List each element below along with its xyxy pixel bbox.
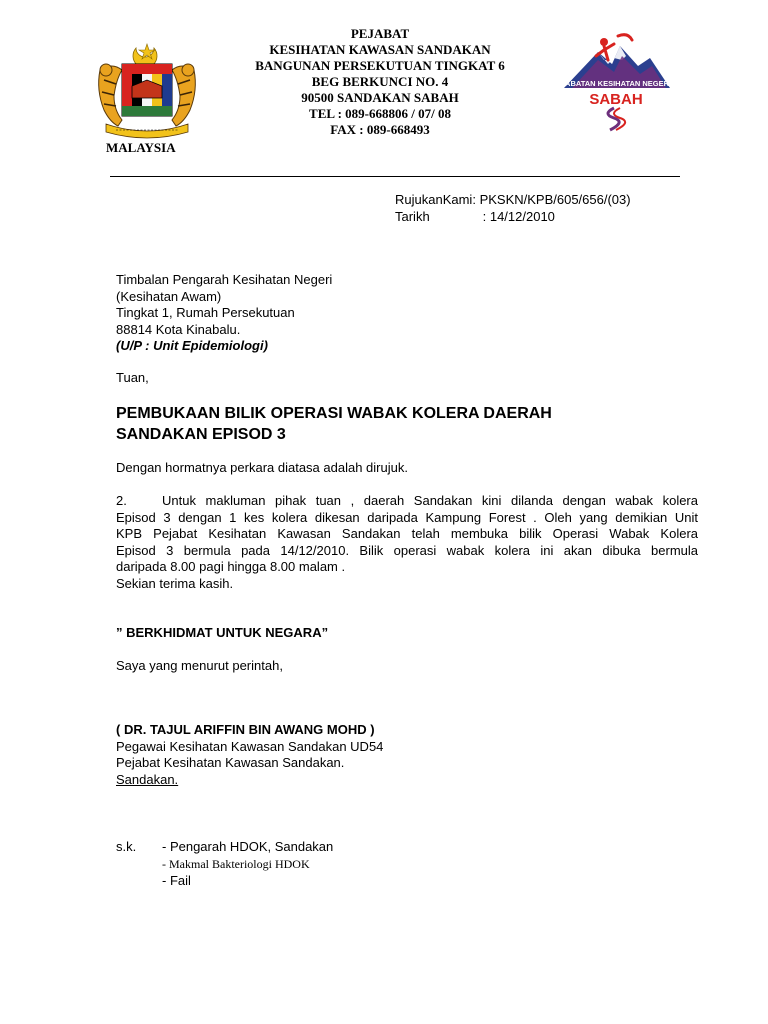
cc-label: s.k. bbox=[116, 839, 137, 854]
subject-line: SANDAKAN EPISOD 3 bbox=[116, 426, 286, 443]
paragraph-2-line: Episod 3 bermula pada 14/12/2010. Bilik operasi wabak kolera ini akan dibuka bermula bbox=[116, 542, 698, 558]
country-label: MALAYSIA bbox=[106, 140, 176, 155]
logo-bottom-text: SABAH bbox=[589, 91, 643, 108]
paragraph-2-line: daripada 8.00 pagi hingga 8.00 malam . bbox=[116, 559, 346, 574]
recipient-line: (Kesihatan Awam) bbox=[116, 288, 222, 304]
letter-subject bbox=[116, 403, 696, 445]
letterhead-line: PEJABAT bbox=[350, 26, 410, 41]
signatory-name: ( DR. TAJUL ARIFFIN BIN AWANG MOHD ) bbox=[116, 722, 375, 737]
paragraph-2-line: KPB Pejabat Kesihatan Kawasan Sandakan telah membuka bilik Operasi Wabak Kolera bbox=[116, 526, 698, 541]
paragraph-1: Dengan hormatnya perkara diatasa adalah dirujuk. bbox=[116, 460, 408, 475]
paragraph-number: 2. bbox=[116, 493, 127, 508]
reference-row bbox=[395, 192, 631, 209]
letterhead-line: KESIHATAN KAWASAN SANDAKAN bbox=[269, 42, 491, 57]
letterhead-line: FAX : 089-668493 bbox=[330, 122, 430, 137]
malaysia-coat-of-arms bbox=[92, 40, 202, 140]
letterhead-divider bbox=[110, 176, 680, 177]
letterhead-line: BANGUNAN PERSEKUTUAN TINGKAT 6 bbox=[255, 58, 505, 73]
signatory-office: Pejabat Kesihatan Kawasan Sandakan. bbox=[116, 755, 345, 770]
reference-value: PKSKN/KPB/605/656/(03) bbox=[479, 192, 631, 207]
cc-item: - Pengarah HDOK, Sandakan bbox=[162, 839, 334, 854]
obedient-line: Saya yang menurut perintah, bbox=[116, 658, 283, 673]
motto: ” BERKHIDMAT UNTUK NEGARA” bbox=[116, 625, 329, 640]
recipient-line: Timbalan Pengarah Kesihatan Negeri bbox=[116, 272, 333, 287]
reference-label: RujukanKami: bbox=[395, 192, 476, 207]
signatory-place: Sandakan. bbox=[116, 771, 179, 787]
date-row bbox=[395, 209, 631, 226]
subject-line: PEMBUKAAN BILIK OPERASI WABAK KOLERA DAERAH bbox=[116, 405, 552, 422]
signatory-title: Pegawai Kesihatan Kawasan Sandakan UD54 bbox=[116, 738, 384, 754]
closing-thanks: Sekian terima kasih. bbox=[116, 576, 234, 591]
reference-block bbox=[395, 192, 631, 225]
cc-item: - Makmal Bakteriologi HDOK bbox=[162, 857, 310, 871]
paragraph-2-text: Untuk makluman pihak tuan , daerah Sandakan kini dilanda dengan wabak kolera bbox=[162, 493, 698, 508]
recipient-line: Tingkat 1, Rumah Persekutuan bbox=[116, 305, 295, 320]
letterhead-address bbox=[190, 26, 570, 138]
signatory-block bbox=[116, 722, 383, 788]
date-label: Tarikh bbox=[395, 208, 430, 224]
paragraph-2-line: Episod 3 dengan 1 kes kolera dikesan daripada Kampung Forest . Oleh yang demikian Unit bbox=[116, 509, 698, 525]
recipient-line: 88814 Kota Kinabalu. bbox=[116, 321, 241, 337]
letterhead-line: 90500 SANDAKAN SABAH bbox=[301, 90, 459, 105]
paragraph-2-line bbox=[116, 493, 698, 510]
logo-top-text: JABATAN KESIHATAN NEGERI bbox=[560, 79, 672, 88]
recipient-attention: (U/P : Unit Epidemiologi) bbox=[116, 338, 268, 353]
date-value: : 14/12/2010 bbox=[482, 208, 555, 224]
jabatan-kesihatan-sabah-logo bbox=[558, 30, 674, 134]
recipient-address bbox=[116, 272, 332, 355]
paragraph-2 bbox=[116, 493, 698, 576]
letterhead-line: BEG BERKUNCI NO. 4 bbox=[311, 74, 449, 89]
letterhead-line: TEL : 089-668806 / 07/ 08 bbox=[309, 106, 451, 121]
salutation: Tuan, bbox=[116, 370, 149, 385]
cc-item: - Fail bbox=[162, 873, 191, 888]
